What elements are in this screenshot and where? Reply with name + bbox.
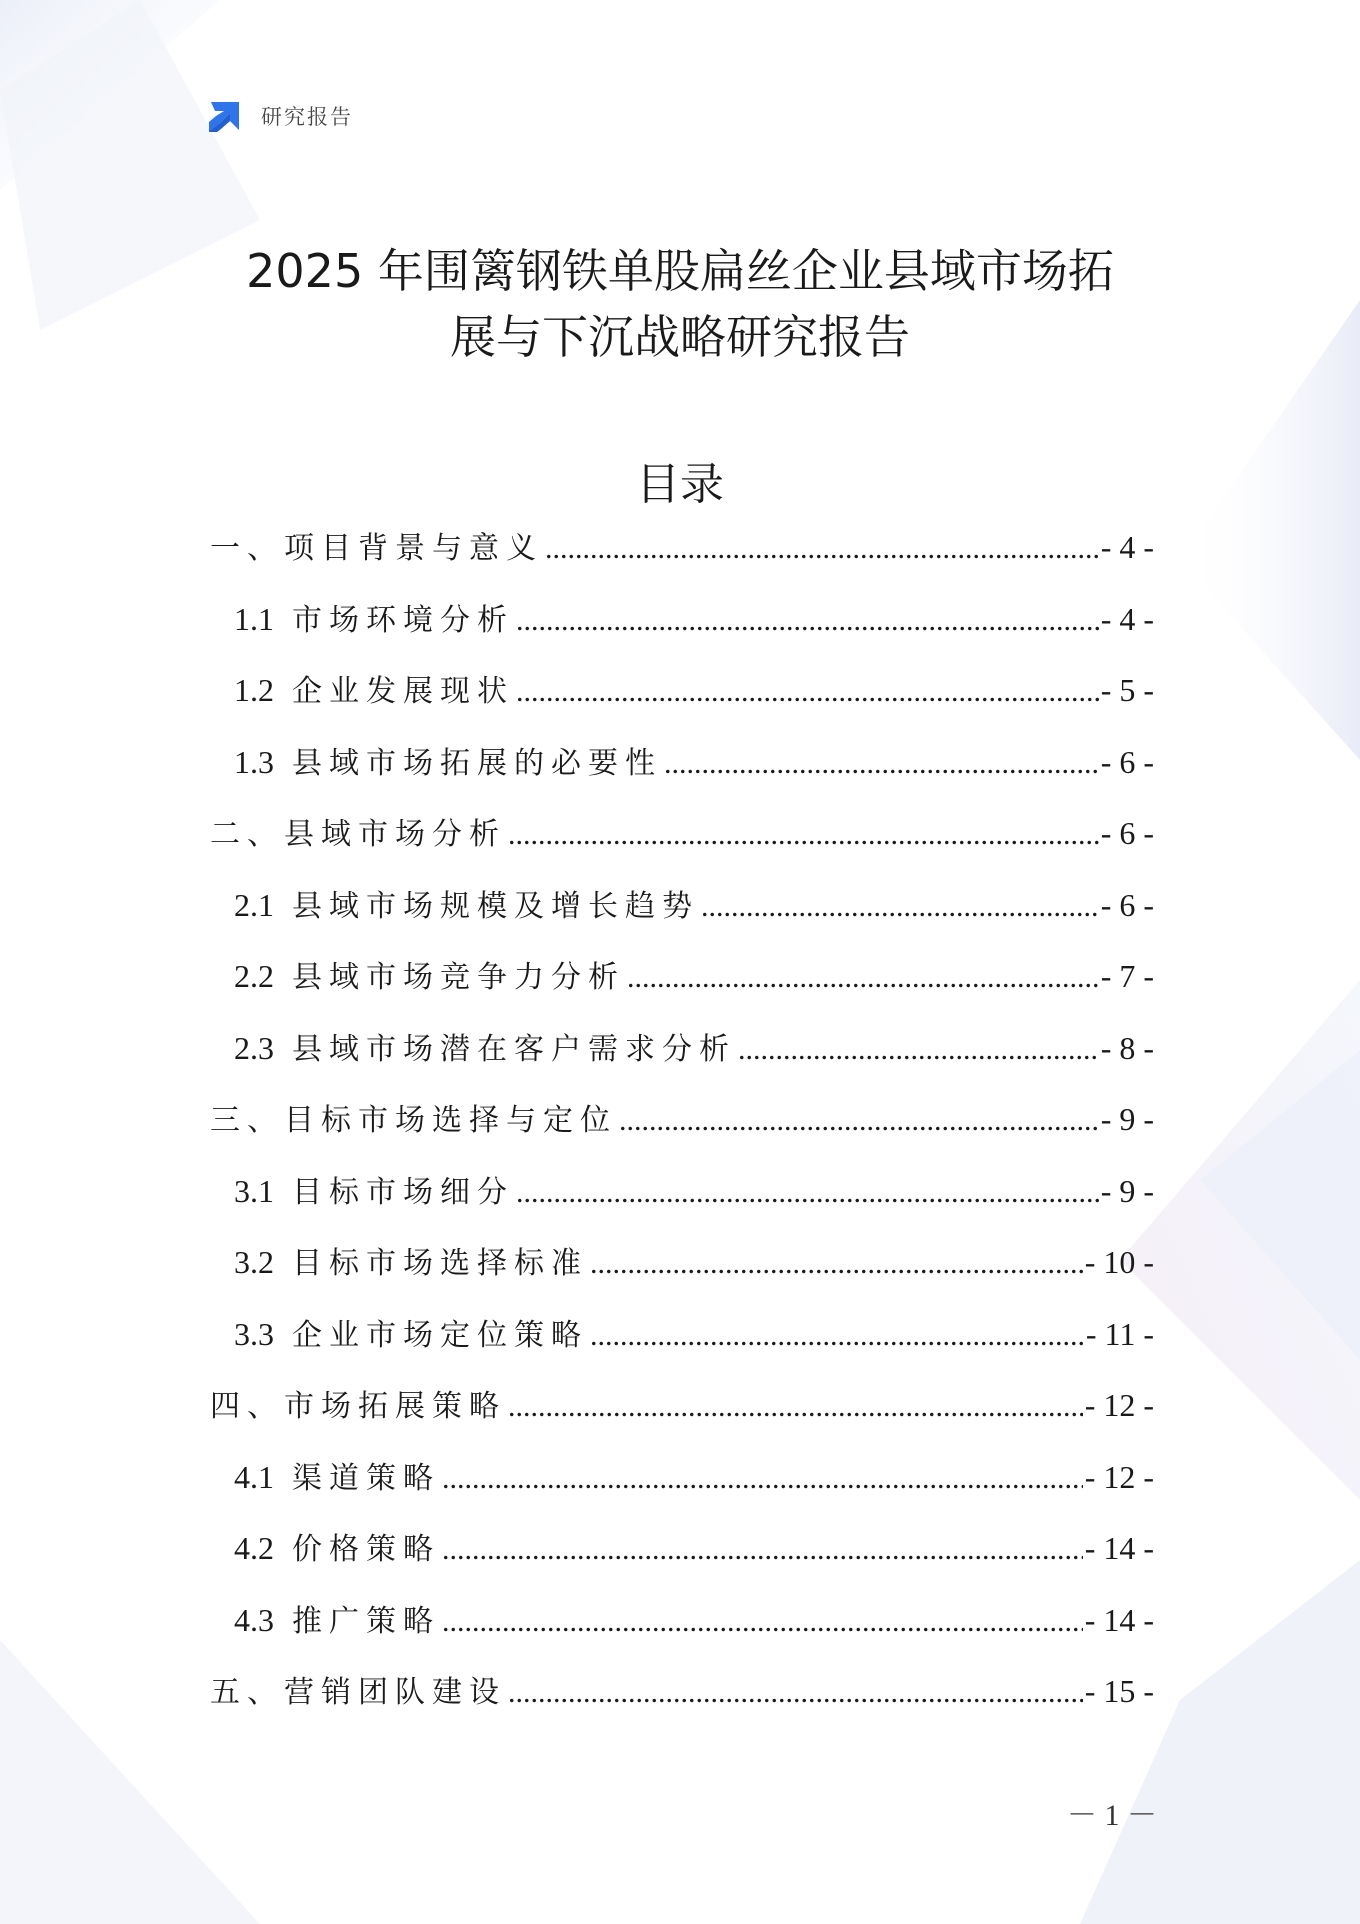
toc-page-number: - 9 - xyxy=(1100,1172,1154,1209)
toc-heading: 目录 xyxy=(636,459,724,510)
toc-page-number: - 4 - xyxy=(1100,529,1154,565)
toc-item[interactable] xyxy=(210,1167,1154,1239)
toc-item-text: 企业发展现状 xyxy=(292,674,514,709)
toc-item[interactable] xyxy=(210,1667,1154,1739)
toc-item[interactable] xyxy=(210,1524,1154,1596)
toc-item[interactable] xyxy=(210,1596,1154,1668)
toc-item-text: 目标市场选择标准 xyxy=(292,1246,588,1281)
report-header xyxy=(207,98,353,134)
toc-page-number: - 9 - xyxy=(1100,1101,1154,1137)
toc-item[interactable] xyxy=(210,1024,1154,1096)
toc-item-text: 五、营销团队建设 xyxy=(210,1675,506,1710)
toc-item-text: 一、项目背景与意义 xyxy=(210,531,543,566)
document-title xyxy=(0,238,1360,370)
toc-leader-dots xyxy=(508,818,1099,852)
toc-item-text: 二、县域市场分析 xyxy=(210,817,506,852)
toc-item[interactable] xyxy=(210,738,1154,810)
toc-item[interactable] xyxy=(210,809,1154,881)
toc-page-number: - 12 - xyxy=(1084,1458,1154,1495)
toc-leader-dots xyxy=(508,1390,1083,1424)
toc-section-number: 1.3 xyxy=(234,743,274,780)
header-label: 研究报告 xyxy=(261,105,353,129)
toc-page-number: - 5 - xyxy=(1100,672,1154,708)
toc-leader-dots xyxy=(516,604,1099,638)
toc-section-number: 3.3 xyxy=(234,1315,274,1352)
toc-item[interactable] xyxy=(210,1453,1154,1525)
toc-section-number: 1.1 xyxy=(234,600,274,637)
toc-section-number: 3.2 xyxy=(234,1244,274,1280)
toc-page-number: - 10 - xyxy=(1084,1244,1154,1280)
toc-item-text: 市场环境分析 xyxy=(292,602,514,638)
toc-item[interactable] xyxy=(210,1095,1154,1167)
toc-item-text: 三、目标市场选择与定位 xyxy=(210,1103,617,1138)
toc-leader-dots xyxy=(516,675,1099,709)
toc-leader-dots xyxy=(545,532,1099,566)
arrow-up-right-logo-icon xyxy=(207,98,243,134)
toc-page-number: - 6 - xyxy=(1100,815,1154,851)
toc-section-number: 4.3 xyxy=(234,1601,274,1638)
footer-page-number: － 1 － xyxy=(1067,1799,1157,1832)
toc-leader-dots xyxy=(516,1176,1099,1210)
toc-item-text: 县域市场规模及增长趋势 xyxy=(292,888,699,924)
toc-item[interactable] xyxy=(210,881,1154,953)
toc-leader-dots xyxy=(664,747,1099,781)
toc-leader-dots xyxy=(442,1462,1083,1496)
toc-item[interactable] xyxy=(210,1381,1154,1453)
toc-leader-dots xyxy=(590,1319,1084,1353)
toc-page-number: - 14 - xyxy=(1084,1530,1154,1566)
toc-item-text: 推广策略 xyxy=(292,1603,440,1639)
toc-leader-dots xyxy=(619,1104,1099,1138)
toc-item-text: 渠道策略 xyxy=(292,1460,440,1496)
toc-item-text: 县域市场竞争力分析 xyxy=(292,960,625,995)
toc-page-number: - 4 - xyxy=(1100,600,1154,637)
title-line-2: 展与下沉战略研究报告 xyxy=(450,310,910,364)
toc-section-number: 2.1 xyxy=(234,886,274,923)
toc-leader-dots xyxy=(738,1033,1099,1067)
toc-leader-dots xyxy=(508,1676,1083,1710)
toc-leader-dots xyxy=(590,1247,1083,1281)
title-line-1: 2025 年围篱钢铁单股扁丝企业县域市场拓 xyxy=(246,244,1114,298)
toc-page-number: - 14 - xyxy=(1084,1601,1154,1638)
table-of-contents xyxy=(210,523,1154,1739)
toc-item[interactable] xyxy=(210,952,1154,1024)
toc-page-number: - 8 - xyxy=(1100,1029,1154,1066)
toc-leader-dots xyxy=(627,961,1099,995)
toc-page-number: - 15 - xyxy=(1084,1673,1154,1709)
toc-item[interactable] xyxy=(210,1238,1154,1310)
toc-section-number: 2.3 xyxy=(234,1029,274,1066)
toc-page-number: - 6 - xyxy=(1100,743,1154,780)
toc-item[interactable] xyxy=(210,523,1154,595)
toc-item-text: 县域市场潜在客户需求分析 xyxy=(292,1031,736,1067)
toc-page-number: - 6 - xyxy=(1100,886,1154,923)
toc-section-number: 4.2 xyxy=(234,1530,274,1566)
toc-item-text: 四、市场拓展策略 xyxy=(210,1389,506,1424)
toc-leader-dots xyxy=(701,890,1099,924)
toc-page-number: - 11 - xyxy=(1085,1315,1154,1352)
toc-item-text: 县域市场拓展的必要性 xyxy=(292,745,662,781)
toc-page-number: - 7 - xyxy=(1100,958,1154,994)
toc-leader-dots xyxy=(442,1605,1083,1639)
toc-item-text: 价格策略 xyxy=(292,1532,440,1567)
toc-item-text: 企业市场定位策略 xyxy=(292,1317,588,1353)
toc-section-number: 4.1 xyxy=(234,1458,274,1495)
toc-item[interactable] xyxy=(210,666,1154,738)
toc-section-number: 3.1 xyxy=(234,1172,274,1209)
toc-item[interactable] xyxy=(210,595,1154,667)
toc-section-number: 1.2 xyxy=(234,672,274,708)
toc-item-text: 目标市场细分 xyxy=(292,1174,514,1210)
toc-leader-dots xyxy=(442,1533,1083,1567)
toc-page-number: - 12 - xyxy=(1084,1387,1154,1423)
toc-section-number: 2.2 xyxy=(234,958,274,994)
toc-item[interactable] xyxy=(210,1310,1154,1382)
